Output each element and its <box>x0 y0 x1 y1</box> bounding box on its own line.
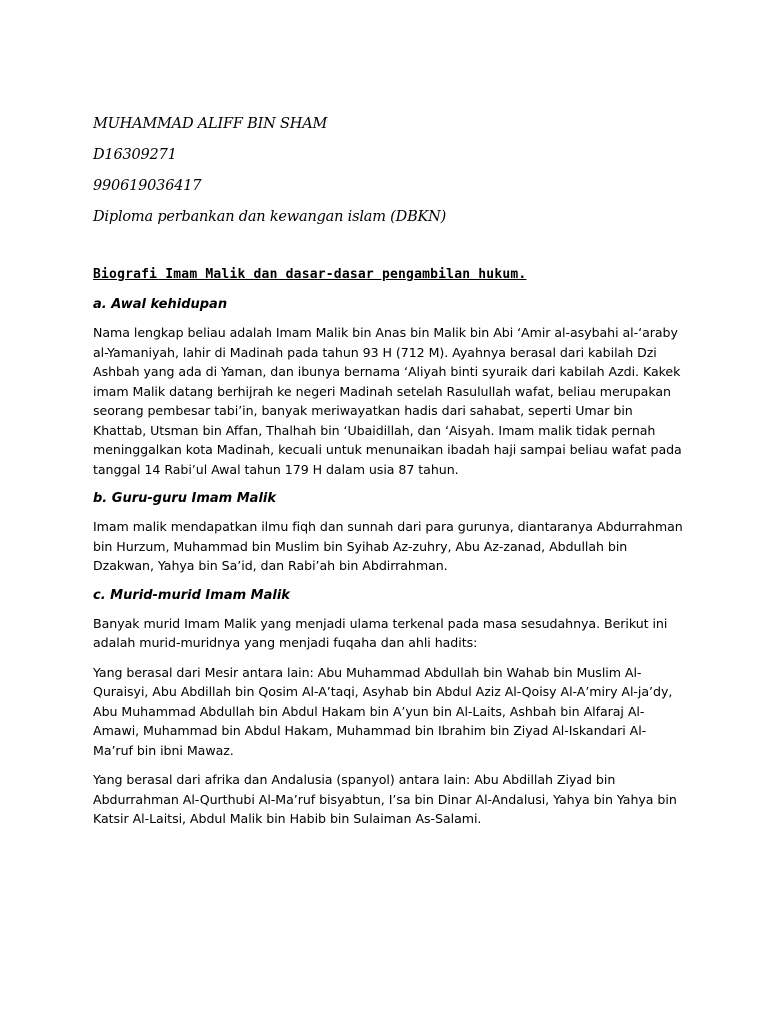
student-id: D16309271 <box>93 147 177 163</box>
author-info <box>93 114 693 238</box>
paragraph: Banyak murid Imam Malik yang menjadi ulama terkenal pada masa sesudahnya. Berikut ini adalah murid-muridnya yang menjadi fuqaha dan ahli hadits: <box>93 615 668 650</box>
document-title: Biografi Imam Malik dan dasar-dasar pengambilan hukum. <box>93 267 527 282</box>
section-awal-kehidupan <box>93 295 683 479</box>
paragraph: Yang berasal dari Mesir antara lain: Abu Muhammad Abdullah bin Wahab bin Muslim Al-Quraisyi, Abu Abdillah bin Qosim Al-A’taqi, Asyhab bin Abdul Aziz Al-Qoisy Al-A’miry Al-ja’dy, Abu Muhammad Abdullah bin Abdul Hakam bin A’yun bin Al-Laits, Ashbah bin Alfaraj Al-Amawi, Muhammad bin Abdul Hakam, Muhammad bin Ibrahim bin Ziyad Al-Iskandari Al-Ma’ruf bin ibni Mawaz. <box>93 664 673 758</box>
document-body <box>93 265 683 839</box>
section-heading: a. Awal kehidupan <box>93 297 228 312</box>
section-murid-murid <box>93 586 683 829</box>
section-guru-guru <box>93 489 683 576</box>
section-heading: b. Guru-guru Imam Malik <box>93 491 277 506</box>
paragraph: Yang berasal dari afrika dan Andalusia (spanyol) antara lain: Abu Abdillah Ziyad bin Abdurrahman Al-Qurthubi Al-Ma’ruf bisyabtun, I’sa bin Dinar Al-Andalusi, Yahya bin Yahya bin Katsir Al-Laitsi, Abdul Malik bin Habib bin Sulaiman As-Salami. <box>93 772 677 826</box>
paragraph: Nama lengkap beliau adalah Imam Malik bin Anas bin Malik bin Abi ‘Amir al-asybahi al-‘araby al-Yamaniyah, lahir di Madinah pada tahun 93 H (712 M). Ayahnya berasal dari kabilah Dzi Ashbah yang ada di Yaman, dan ibunya bernama ‘Aliyah binti syuraik dari kabilah Azdi. Kakek imam Malik datang berhijrah ke negeri Madinah setelah Rasulullah wafat, beliau merupakan seorang pembesar tabi’in, banyak meriwayatkan hadis dari sahabat, seperti Umar bin Khattab, Utsman bin Affan, Thalhah bin ‘Ubaidillah, dan ‘Aisyah. Imam malik tidak pernah meninggalkan kota Madinah, kecuali untuk menunaikan ibadah haji sampai beliau wafat pada tanggal 14 Rabi’ul Awal tahun 179 H dalam usia 87 tahun. <box>93 325 682 477</box>
ic-number: 990619036417 <box>93 178 202 194</box>
section-heading: c. Murid-murid Imam Malik <box>93 587 290 603</box>
paragraph: Imam malik mendapatkan ilmu fiqh dan sunnah dari para gurunya, diantaranya Abdurrahman bin Hurzum, Muhammad bin Muslim bin Syihab Az-zuhry, Abu Az-zanad, Abdullah bin Dzakwan, Yahya bin Sa’id, dan Rabi’ah bin Abdirrahman. <box>93 519 683 573</box>
programme: Diploma perbankan dan kewangan islam (DBKN) <box>93 209 447 225</box>
author-name: MUHAMMAD ALIFF BIN SHAM <box>93 116 328 132</box>
